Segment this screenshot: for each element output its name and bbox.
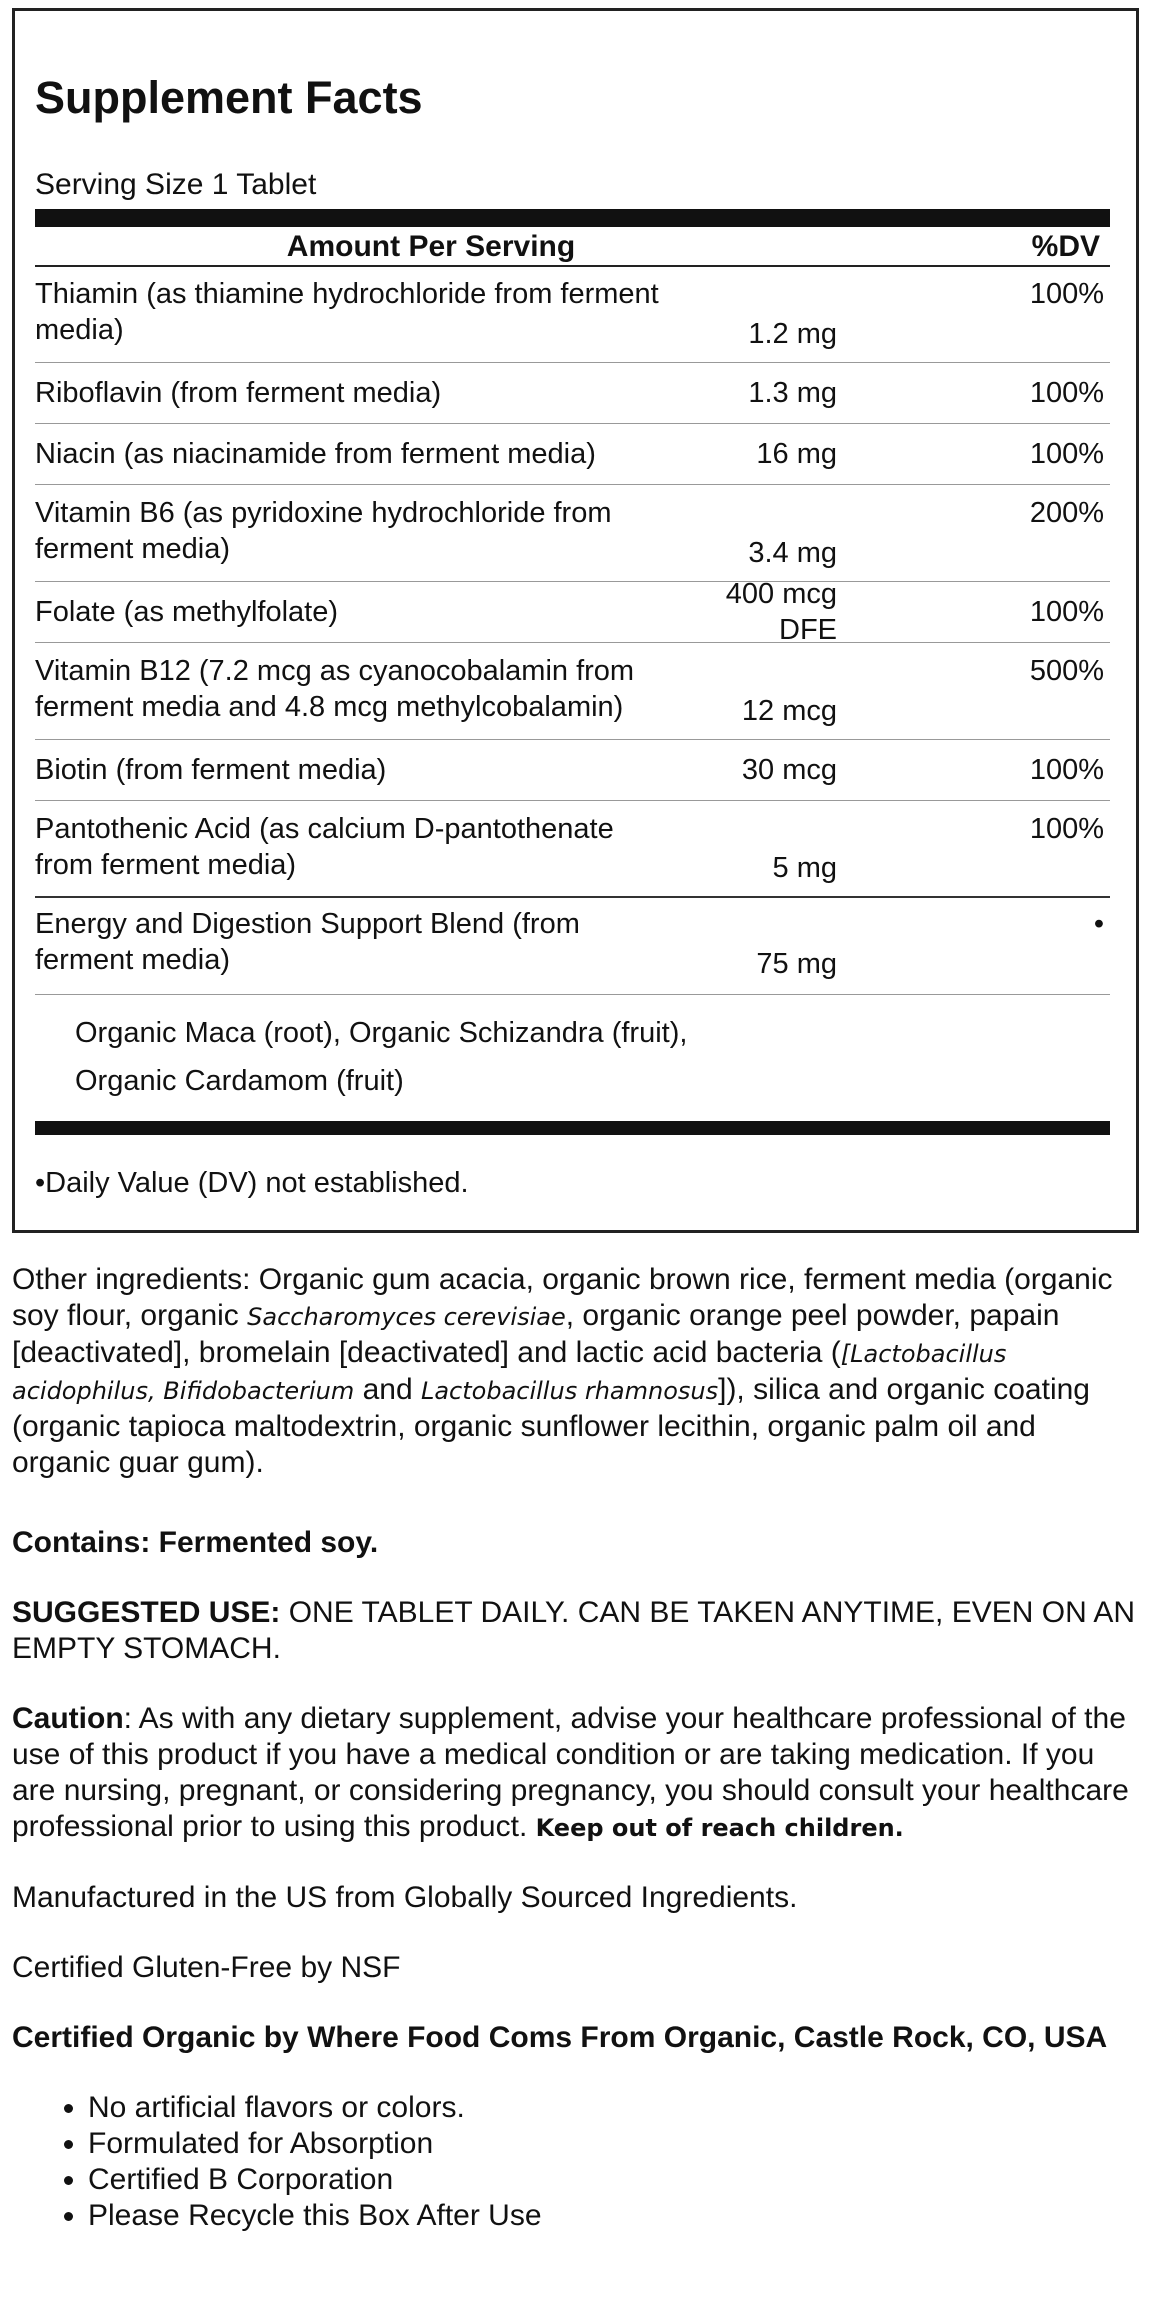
blend-name: Energy and Digestion Support Blend (from ferment media): [35, 908, 580, 976]
text-span: ]), silica and organic coating (organic tapioca maltodextrin, organic sunflower lecithin, organic palm oil and organic guar gum).: [12, 1373, 1090, 1479]
feature-list: [12, 2090, 1142, 2234]
text-span: , organic orange peel powder, papain [deactivated], bromelain [deactivated] and lactic acid bacteria (: [12, 1299, 1060, 1369]
suggested-use: [12, 1595, 1142, 1667]
nutrient-dv: 100%: [1029, 278, 1104, 310]
caution-label: Caution: [12, 1702, 124, 1735]
nutrient-amount: 3.4 mg: [748, 537, 837, 569]
table-row: [35, 578, 1110, 646]
nutrient-dv: 200%: [1029, 497, 1104, 529]
suggested-use-label: SUGGESTED USE:: [12, 1596, 281, 1629]
caution: [12, 1701, 1142, 1846]
nutrient-dv: 100%: [1029, 754, 1104, 786]
list-item: • No artificial flavors or colors.: [88, 2090, 1142, 2126]
text-span: Other ingredients: Organic gum acacia, organic brown rice, ferment media (organic soy flour, organic: [12, 1263, 1113, 1332]
thick-divider: [35, 1121, 1110, 1135]
panel-title: Supplement Facts: [35, 72, 423, 123]
nutrient-amount: 16 mg: [756, 438, 837, 470]
italic-span: Saccharomyces cerevisiae: [247, 1303, 566, 1331]
blend-ingredients-line: Organic Cardamom (fruit): [75, 1065, 404, 1097]
other-ingredients: [12, 1262, 1142, 1481]
dv-footnote: •Daily Value (DV) not established.: [35, 1167, 469, 1199]
blend-amount: 75 mg: [756, 948, 837, 980]
nutrient-name: Thiamin (as thiamine hydrochloride from ferment media): [35, 278, 659, 346]
table-row: [35, 740, 1110, 801]
list-item: • Certified B Corporation: [88, 2162, 1142, 2198]
caution-text: : As with any dietary supplement, advise your healthcare professional of the use of this product if you have a medical condition or are taking medication. If you are nursing, pregnant, or considering pregnancy, you should consult your healthcare professional prior to using this product.: [12, 1702, 1129, 1843]
table-row: [35, 485, 1110, 582]
keep-out-of-reach: Keep out of reach children.: [535, 1814, 904, 1842]
list-item: • Please Recycle this Box After Use: [88, 2198, 1142, 2234]
nutrient-amount: 5 mg: [772, 852, 837, 884]
nutrient-name: Riboflavin (from ferment media): [35, 377, 442, 409]
serving-size: Serving Size 1 Tablet: [35, 168, 317, 201]
table-row: [35, 643, 1110, 740]
table-row: [35, 267, 1110, 363]
list-item: • Formulated for Absorption: [88, 2126, 1142, 2162]
nutrient-dv: 100%: [1029, 813, 1104, 845]
header-dv: %DV: [1031, 230, 1100, 263]
blend-ingredients: [35, 995, 1110, 1121]
thick-divider: [35, 209, 1110, 227]
nutrient-name: Niacin (as niacinamide from ferment media): [35, 438, 596, 470]
supplement-facts-panel: [12, 8, 1139, 1233]
nutrient-dv: 500%: [1029, 655, 1104, 687]
nutrient-amount: 12 mcg: [741, 695, 837, 727]
manufactured-statement: Manufactured in the US from Globally Sourced Ingredients.: [12, 1881, 798, 1914]
nutrient-amount: 1.2 mg: [748, 318, 837, 350]
nutrient-amount: 30 mcg: [741, 754, 837, 786]
nutrient-amount: 400 mcg DFE: [725, 578, 837, 646]
blend-ingredients-line: Organic Maca (root), Organic Schizandra (fruit),: [75, 1017, 688, 1049]
nutrient-amount: 1.3 mg: [748, 377, 837, 409]
nutrient-dv: 100%: [1029, 596, 1104, 628]
blend-row: [35, 898, 1110, 995]
nutrient-name: Pantothenic Acid (as calcium D-pantothenate from ferment media): [35, 813, 614, 881]
nutrient-name: Vitamin B6 (as pyridoxine hydrochloride from ferment media): [35, 497, 612, 565]
italic-span: [Lactobacillus acidophilus, Bifidobacterium: [12, 1340, 1007, 1405]
text-span: and: [354, 1373, 421, 1406]
header-amount: Amount Per Serving: [286, 230, 576, 263]
table-row: [35, 363, 1110, 424]
table-header: [35, 227, 1110, 267]
gluten-free-statement: Certified Gluten-Free by NSF: [12, 1951, 401, 1984]
blend-dv: •: [1093, 908, 1104, 940]
nutrient-dv: 100%: [1029, 438, 1104, 470]
nutrient-name: Folate (as methylfolate): [35, 596, 339, 628]
contains-statement: Contains: Fermented soy.: [12, 1526, 379, 1559]
suggested-use-text: ONE TABLET DAILY. CAN BE TAKEN ANYTIME, EVEN ON AN EMPTY STOMACH.: [12, 1596, 1136, 1665]
nutrient-name: Biotin (from ferment media): [35, 754, 387, 786]
nutrient-name: Vitamin B12 (7.2 mcg as cyanocobalamin from ferment media and 4.8 mcg methylcobalamin): [35, 655, 635, 723]
organic-certification: Certified Organic by Where Food Coms From Organic, Castle Rock, CO, USA: [12, 2021, 1108, 2054]
label-text: [12, 1262, 1142, 2234]
nutrient-dv: 100%: [1029, 377, 1104, 409]
table-row: [35, 424, 1110, 485]
italic-span: Lactobacillus rhamnosus: [420, 1377, 719, 1405]
table-row: [35, 801, 1110, 898]
